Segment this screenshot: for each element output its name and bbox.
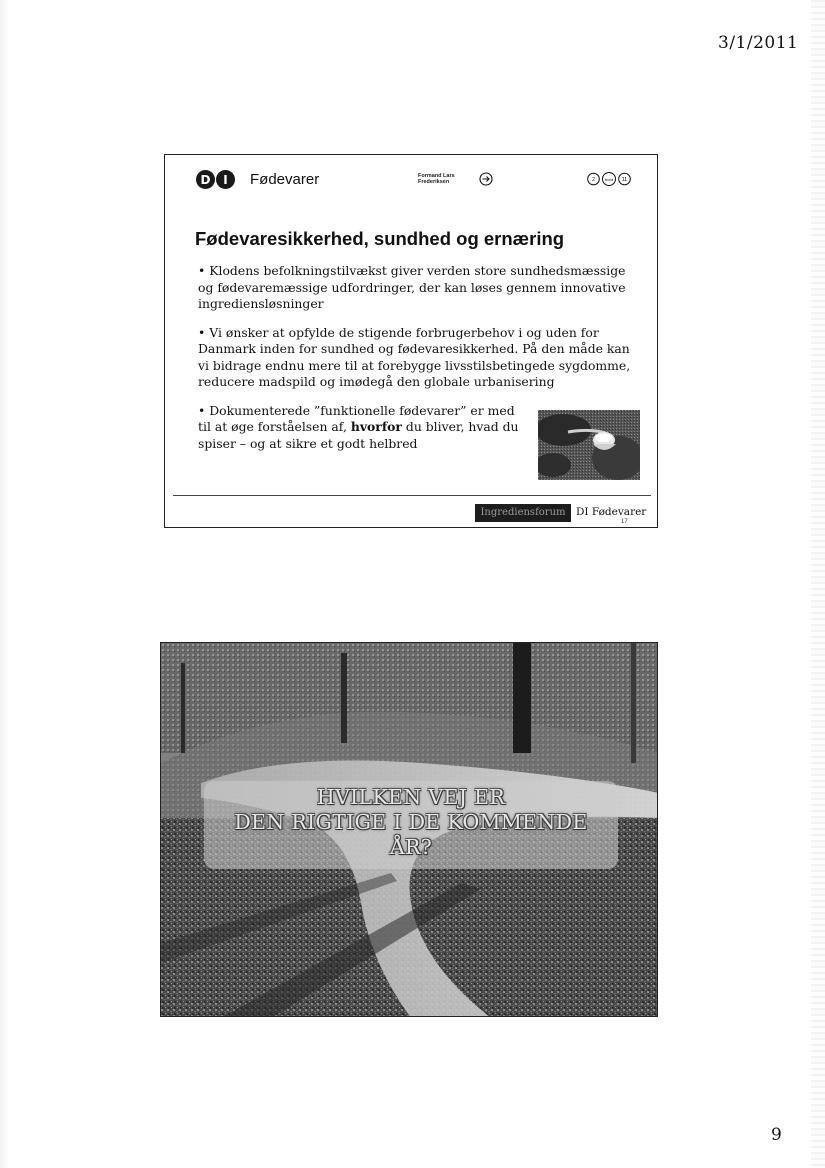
bullet-3-text: • Dokumenterede ”funktionelle fødevarer” er med til at øge forståelsen af, bbox=[198, 402, 515, 434]
logo-letter-i: I bbox=[216, 170, 235, 189]
slide-thumbnail-2 bbox=[160, 642, 658, 1017]
arrow-right-icon[interactable] bbox=[479, 172, 493, 186]
slide-nav bbox=[587, 172, 631, 186]
next-slide-label: 11 bbox=[621, 177, 628, 183]
prev-slide-label: 2 bbox=[592, 177, 595, 183]
page-number: 9 bbox=[771, 1125, 782, 1145]
next-slide-icon[interactable] bbox=[618, 172, 631, 186]
footer-brand: DI Fødevarer bbox=[576, 506, 647, 518]
presenter-line-1: Formand Lars bbox=[418, 173, 455, 179]
ingrediensforum-badge: Ingrediensforum bbox=[475, 504, 571, 522]
headline-line-1: HVILKEN VEJ ER bbox=[316, 785, 506, 809]
home-slide-icon[interactable] bbox=[601, 172, 617, 186]
scan-edge-left bbox=[0, 0, 10, 1168]
yogurt-photo bbox=[538, 410, 640, 480]
logo-letter-d: D bbox=[196, 170, 215, 189]
headline-line-3: ÅR? bbox=[389, 835, 433, 859]
slide-number: 17 bbox=[621, 519, 628, 525]
presenter-name bbox=[418, 173, 458, 185]
di-logo bbox=[196, 170, 235, 189]
prev-slide-icon[interactable] bbox=[587, 172, 600, 186]
bullet-3 bbox=[198, 403, 528, 453]
brand-name: Fødevarer bbox=[250, 171, 320, 188]
scan-edge-right bbox=[811, 0, 825, 1168]
home-slide-label: front bbox=[604, 176, 614, 182]
slide-headline bbox=[204, 785, 618, 860]
slide-title: Fødevaresikkerhed, sundhed og ernæring bbox=[195, 228, 565, 249]
bullet-3-text-end: du bliver, hvad du spiser – og at sikre et godt helbred bbox=[198, 419, 519, 451]
bullet-2: • Vi ønsker at opfylde de stigende forbrugerbehov i og uden for Danmark inden for sundhed og fødevaresikkerhed. På den måde kan vi bidrage endnu mere til at forebygge livsstilsbetingede sygdomme, reducere madspild og imødegå den globale urbanisering bbox=[198, 324, 631, 389]
footer-divider bbox=[173, 495, 651, 496]
headline-line-2: DEN RIGTIGE I DE KOMMENDE bbox=[234, 810, 588, 834]
page-date: 3/1/2011 bbox=[718, 33, 799, 53]
bullet-3-bold: hvorfor bbox=[350, 419, 402, 434]
presenter-line-2: Frederiksen bbox=[418, 179, 450, 185]
slide-thumbnail-1 bbox=[164, 154, 658, 528]
bullet-1: • Klodens befolkningstilvækst giver verden store sundhedsmæssige og fødevaremæssige udfordringer, der kan løses gennem innovative ingrediensløsninger bbox=[198, 263, 626, 311]
